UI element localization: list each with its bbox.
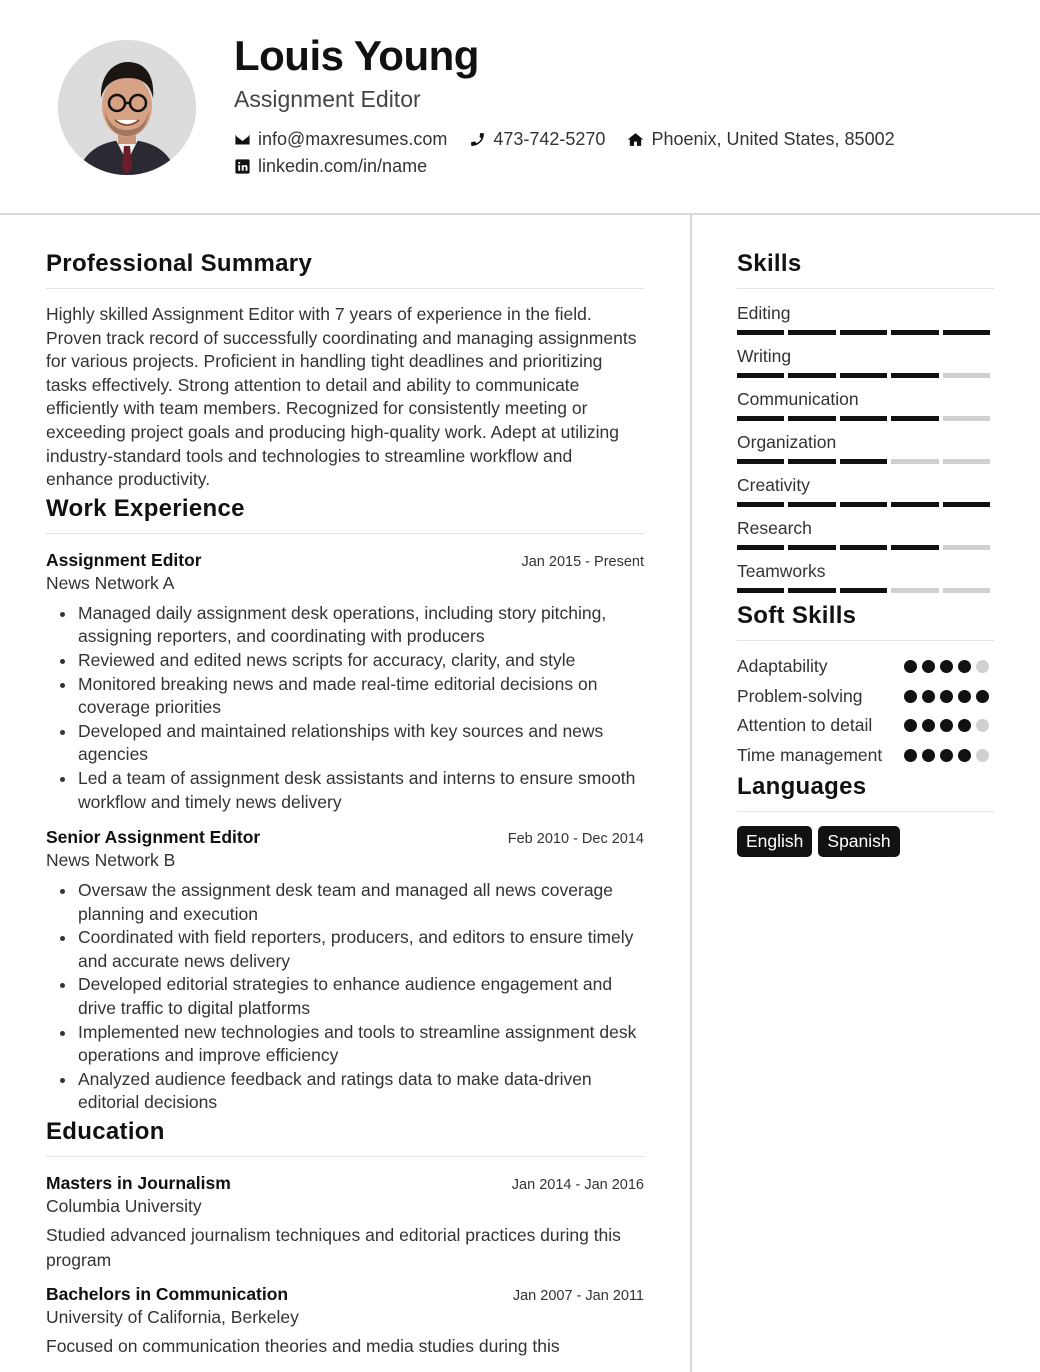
rating-dot <box>958 719 971 732</box>
soft-skill-name: Problem-solving <box>737 685 863 706</box>
job-bullets <box>46 602 644 814</box>
skill-level-segment <box>891 459 938 464</box>
skill-level-segment <box>943 416 990 421</box>
education-date: Jan 2007 - Jan 2011 <box>512 1288 644 1305</box>
list-item: Led a team of assignment desk assistants and interns to ensure smooth workflow and timely news delivery <box>78 767 644 814</box>
skill-level-segment <box>891 545 938 550</box>
education-description: Studied advanced journalism techniques and editorial practices during this program <box>46 1225 621 1270</box>
skill-level-segment <box>943 502 990 507</box>
skill-level-segment <box>840 373 887 378</box>
column-divider <box>690 215 692 1372</box>
skill-level-segment <box>737 416 784 421</box>
skill-level-segment <box>737 373 784 378</box>
languages-list <box>737 826 994 857</box>
skill-level-segment <box>788 330 835 335</box>
skill-item <box>737 303 994 335</box>
job-bullets <box>46 879 644 1115</box>
education-heading: Education <box>46 1118 644 1157</box>
language-tag: Spanish <box>818 826 899 857</box>
main-column <box>46 250 644 1359</box>
soft-skill-name: Adaptability <box>737 656 828 676</box>
skill-item <box>737 432 994 464</box>
school-name: University of California, Berkeley <box>46 1307 299 1328</box>
skill-level-segment <box>788 373 835 378</box>
skill-level-segment <box>891 416 938 421</box>
resume-header <box>0 0 1040 215</box>
skill-level-segment <box>788 416 835 421</box>
skill-item <box>737 561 994 593</box>
skill-level-segment <box>737 459 784 464</box>
skill-item <box>737 475 994 507</box>
soft-skill-rating <box>904 744 994 768</box>
contact-phone[interactable] <box>469 129 605 150</box>
rating-dot <box>904 749 917 762</box>
home-icon <box>627 131 644 148</box>
candidate-title: Assignment Editor <box>234 86 421 112</box>
skill-level-segment <box>788 459 835 464</box>
location-text: Phoenix, United States, 85002 <box>651 129 895 149</box>
envelope-icon <box>234 131 251 148</box>
education-section <box>46 1118 644 1359</box>
languages-section <box>737 773 994 857</box>
skill-item <box>737 346 994 378</box>
soft-skill-item <box>737 714 994 738</box>
rating-dot <box>976 719 989 732</box>
skill-level-segment <box>891 330 938 335</box>
skill-item <box>737 518 994 550</box>
skill-item <box>737 389 994 421</box>
list-item: Managed daily assignment desk operations, including story pitching, assigning reporters, and coordinating with producers <box>78 602 644 649</box>
sidebar-column <box>737 250 994 857</box>
skill-level-segment <box>737 330 784 335</box>
list-item: Coordinated with field reporters, producers, and editors to ensure timely and accurate news delivery <box>78 926 644 973</box>
list-item: Monitored breaking news and made real-time editorial decisions on coverage priorities <box>78 673 644 720</box>
list-item: Developed editorial strategies to enhance audience engagement and drive traffic to digital platforms <box>78 973 644 1020</box>
skills-heading: Skills <box>737 250 994 289</box>
rating-dot <box>958 690 971 703</box>
soft-skills-section <box>737 602 994 767</box>
skill-level-segment <box>737 502 784 507</box>
rating-dot <box>922 690 935 703</box>
school-name: Columbia University <box>46 1196 202 1217</box>
skill-level-segment <box>737 545 784 550</box>
soft-skill-name: Time management <box>737 744 883 765</box>
list-item: Implemented new technologies and tools to streamline assignment desk operations and improve efficiency <box>78 1021 644 1068</box>
rating-dot <box>922 660 935 673</box>
profile-photo <box>58 40 196 175</box>
summary-heading: Professional Summary <box>46 250 644 289</box>
list-item: Oversaw the assignment desk team and managed all news coverage planning and execution <box>78 879 644 926</box>
degree-title: Masters in Journalism <box>46 1173 231 1194</box>
experience-heading: Work Experience <box>46 495 644 534</box>
rating-dot <box>922 749 935 762</box>
rating-dot <box>904 690 917 703</box>
soft-skills-list <box>737 655 994 767</box>
skill-level-bar <box>737 416 994 421</box>
skill-level-bar <box>737 373 994 378</box>
skills-list <box>737 303 994 593</box>
linkedin-icon <box>234 158 251 175</box>
soft-skill-item <box>737 655 994 679</box>
skills-section <box>737 250 994 593</box>
linkedin-text: linkedin.com/in/name <box>258 156 428 176</box>
skill-name: Creativity <box>737 475 810 495</box>
skill-level-bar <box>737 502 994 507</box>
skill-level-segment <box>891 502 938 507</box>
languages-heading: Languages <box>737 773 994 812</box>
skill-level-segment <box>891 588 938 593</box>
education-entry <box>46 1284 644 1359</box>
skill-level-segment <box>840 416 887 421</box>
skill-level-segment <box>840 502 887 507</box>
skill-level-segment <box>840 459 887 464</box>
degree-title: Bachelors in Communication <box>46 1284 289 1305</box>
skill-name: Editing <box>737 303 791 323</box>
rating-dot <box>958 660 971 673</box>
list-item: Developed and maintained relationships with key sources and news agencies <box>78 720 644 767</box>
skill-level-segment <box>891 373 938 378</box>
soft-skill-item <box>737 744 994 768</box>
skill-name: Writing <box>737 346 792 366</box>
soft-skill-rating <box>904 685 994 709</box>
rating-dot <box>904 660 917 673</box>
skill-level-segment <box>943 588 990 593</box>
language-tag: English <box>737 826 812 857</box>
job-title: Senior Assignment Editor <box>46 827 261 848</box>
skill-level-bar <box>737 545 994 550</box>
job-title: Assignment Editor <box>46 549 202 570</box>
education-description: Focused on communication theories and media studies during this <box>46 1336 560 1357</box>
skill-level-segment <box>943 373 990 378</box>
contact-linkedin[interactable] <box>234 156 427 177</box>
contact-location <box>627 129 894 150</box>
summary-text: Highly skilled Assignment Editor with 7 years of experience in the field. Proven track record of successfully coordinating and managing assignments for various projects. Proficient in handling tight deadlines and prioritizing tasks effectively. Strong attention to detail and ability to communicate efficiently with team members. Recognized for consistently meeting or exceeding project goals and producing high-quality work. Adept at utilizing industry-standard tools and technologies to streamline workflow and enhance productivity. <box>46 304 637 490</box>
skill-level-segment <box>943 330 990 335</box>
soft-skill-rating <box>904 714 994 738</box>
skill-level-segment <box>788 588 835 593</box>
skill-level-segment <box>840 330 887 335</box>
contact-row <box>234 129 917 150</box>
phone-icon <box>469 131 486 148</box>
education-date: Jan 2014 - Jan 2016 <box>511 1177 644 1194</box>
soft-skill-name: Attention to detail <box>737 715 873 735</box>
rating-dot <box>922 719 935 732</box>
skill-level-bar <box>737 588 994 593</box>
job-company: News Network B <box>46 850 176 871</box>
list-item: Analyzed audience feedback and ratings data to make data-driven editorial decisions <box>78 1068 644 1115</box>
job-entry <box>46 827 644 1115</box>
skill-name: Research <box>737 518 812 538</box>
rating-dot <box>940 660 953 673</box>
skill-level-bar <box>737 459 994 464</box>
rating-dot <box>940 719 953 732</box>
rating-dot <box>940 690 953 703</box>
job-date: Jan 2015 - Present <box>521 553 644 570</box>
phone-text: 473-742-5270 <box>493 129 606 149</box>
soft-skills-heading: Soft Skills <box>737 602 994 641</box>
job-date: Feb 2010 - Dec 2014 <box>507 831 644 848</box>
skill-level-segment <box>840 545 887 550</box>
skill-level-segment <box>943 545 990 550</box>
skill-level-segment <box>788 545 835 550</box>
skill-level-segment <box>788 502 835 507</box>
skill-name: Organization <box>737 432 837 452</box>
rating-dot <box>958 749 971 762</box>
summary-section <box>46 250 644 492</box>
skill-level-segment <box>840 588 887 593</box>
rating-dot <box>976 690 989 703</box>
contact-row-2 <box>234 156 449 177</box>
skill-level-segment <box>943 459 990 464</box>
email-text: info@maxresumes.com <box>258 129 448 149</box>
rating-dot <box>940 749 953 762</box>
list-item: Reviewed and edited news scripts for accuracy, clarity, and style <box>78 649 644 673</box>
job-entry <box>46 550 644 814</box>
skill-level-bar <box>737 330 994 335</box>
soft-skill-item <box>737 685 994 709</box>
rating-dot <box>976 660 989 673</box>
skill-name: Teamworks <box>737 561 826 581</box>
soft-skill-rating <box>904 655 994 679</box>
contact-email[interactable] <box>234 129 447 150</box>
skill-name: Communication <box>737 389 859 409</box>
experience-section <box>46 495 644 1115</box>
education-entry <box>46 1173 644 1272</box>
rating-dot <box>976 749 989 762</box>
skill-level-segment <box>737 588 784 593</box>
job-company: News Network A <box>46 572 175 593</box>
candidate-name: Louis Young <box>234 32 479 79</box>
rating-dot <box>904 719 917 732</box>
